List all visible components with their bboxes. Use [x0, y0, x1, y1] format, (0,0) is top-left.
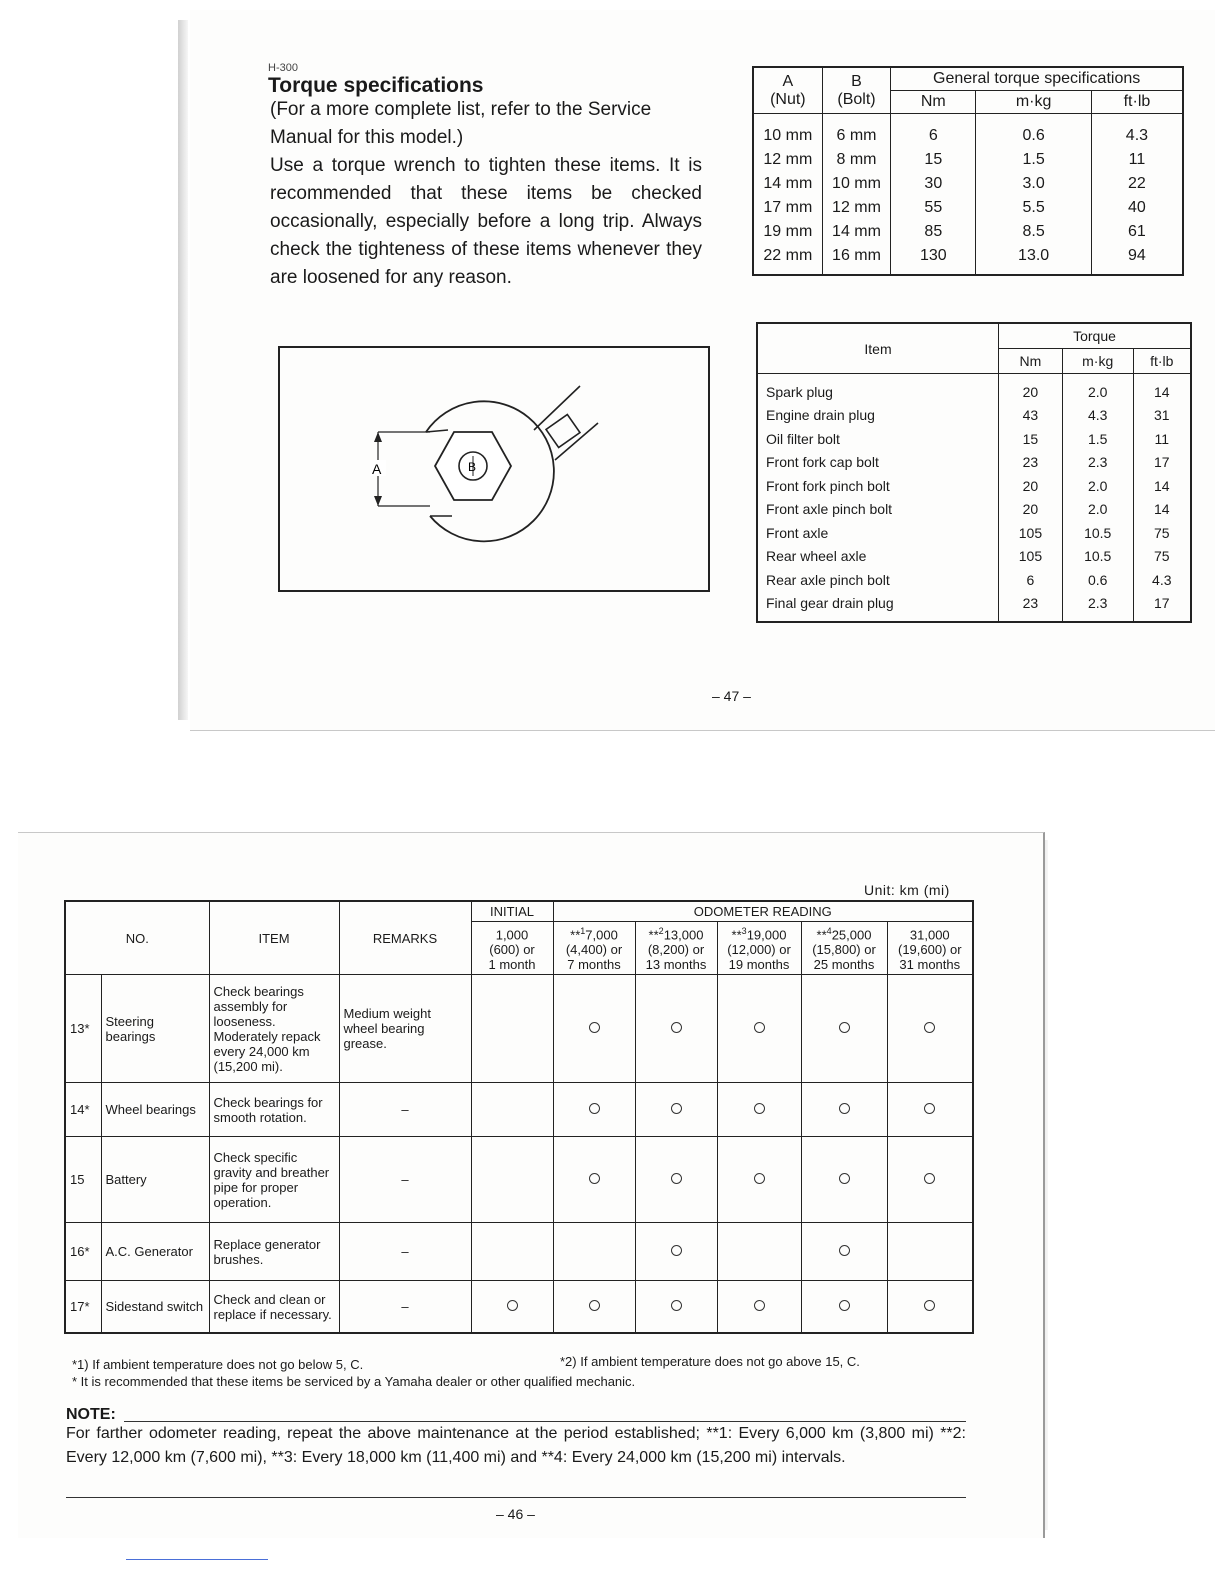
page-number: – 47 –	[712, 688, 751, 704]
table-row: Front fork pinch bolt 20 2.0 14	[757, 474, 1191, 498]
check-circle-icon	[507, 1300, 518, 1311]
row-item: Check and clean or replace if necessary.	[209, 1281, 339, 1333]
check-circle-icon	[839, 1300, 850, 1311]
page-number: – 46 –	[496, 1506, 535, 1522]
unit-nm: Nm	[999, 349, 1063, 374]
table-row: 10 mm 6 mm 6 0.6 4.3	[753, 114, 1183, 149]
table-row: 14 mm 10 mm 30 3.0 22	[753, 172, 1183, 196]
schedule-cell	[635, 1223, 717, 1281]
interval-header: 31,000 (19,600) or 31 months	[887, 922, 973, 975]
table-row: Final gear drain plug 23 2.3 17	[757, 592, 1191, 623]
general-torque-table	[752, 66, 1184, 276]
intro-paragraph-1: (For a more complete list, refer to the Service Manual for this model.)	[270, 99, 652, 148]
check-circle-icon	[671, 1022, 682, 1033]
intro-text	[270, 96, 702, 292]
check-circle-icon	[671, 1245, 682, 1256]
row-remarks: Medium weight wheel bearing grease.	[339, 975, 471, 1083]
row-item: Check bearings assembly for looseness. Moderately repack every 24,000 km (15,200 mi).	[209, 975, 339, 1083]
no-header: NO.	[65, 901, 209, 975]
check-circle-icon	[924, 1022, 935, 1033]
check-circle-icon	[839, 1245, 850, 1256]
maintenance-schedule-table	[64, 900, 974, 1334]
check-circle-icon	[754, 1022, 765, 1033]
torque-header: Torque	[999, 323, 1192, 349]
dimension-b-label: B	[468, 460, 477, 474]
schedule-cell	[471, 1281, 553, 1333]
schedule-cell	[887, 975, 973, 1083]
wrench-diagram	[278, 346, 710, 592]
schedule-cell	[801, 975, 887, 1083]
unit-label: Unit: km (mi)	[864, 882, 950, 898]
check-circle-icon	[839, 1103, 850, 1114]
table-row: 12 mm 8 mm 15 1.5 11	[753, 148, 1183, 172]
row-item: Replace generator brushes.	[209, 1223, 339, 1281]
row-number: 17*	[65, 1281, 101, 1333]
interval-header: 1,000 (600) or 1 month	[471, 922, 553, 975]
check-circle-icon	[839, 1173, 850, 1184]
remarks-header: REMARKS	[339, 901, 471, 975]
schedule-cell	[801, 1281, 887, 1333]
schedule-cell	[887, 1223, 973, 1281]
check-circle-icon	[671, 1103, 682, 1114]
row-name: Battery	[101, 1137, 209, 1223]
row-name: A.C. Generator	[101, 1223, 209, 1281]
schedule-cell	[553, 975, 635, 1083]
schedule-cell	[887, 1083, 973, 1137]
row-number: 13*	[65, 975, 101, 1083]
table-row	[65, 1137, 973, 1223]
table-row: 17 mm 12 mm 55 5.5 40	[753, 196, 1183, 220]
schedule-cell	[717, 975, 801, 1083]
note-label: NOTE:	[66, 1406, 116, 1423]
check-circle-icon	[924, 1103, 935, 1114]
col-item-header: Item	[757, 323, 999, 374]
table-row: Spark plug 20 2.0 14	[757, 374, 1191, 404]
schedule-cell	[717, 1281, 801, 1333]
table-row	[65, 1281, 973, 1333]
schedule-cell	[887, 1281, 973, 1333]
schedule-cell	[553, 1083, 635, 1137]
check-circle-icon	[589, 1103, 600, 1114]
interval-header: **$^2$13,000 (8,200) or 13 months	[635, 922, 717, 975]
wrench-handle-outline	[534, 386, 598, 460]
schedule-cell	[553, 1223, 635, 1281]
unit-mkg: m·kg	[976, 91, 1091, 114]
footnote-1: *1) If ambient temperature does not go below 5, C.	[72, 1357, 364, 1372]
schedule-cell	[635, 1137, 717, 1223]
schedule-cell	[801, 1223, 887, 1281]
row-item: Check specific gravity and breather pipe for proper operation.	[209, 1137, 339, 1223]
wrench-nut-illustration	[280, 348, 710, 592]
table-row	[65, 1223, 973, 1281]
table-row: Front axle 105 10.5 75	[757, 521, 1191, 545]
check-circle-icon	[754, 1103, 765, 1114]
table-row: 19 mm 14 mm 85 8.5 61	[753, 220, 1183, 244]
dimension-a-label: A	[372, 461, 382, 477]
note-text: For farther odometer reading, repeat the above maintenance at the period established; **1: Every 6,000 km (3,800 mi) **2: Every 12,000 km (7,600 mi), **3: Every 18,000 km (11,400 mi) and **4: Every 24,000 km (15,200 mi) intervals.	[66, 1425, 966, 1466]
schedule-cell	[717, 1083, 801, 1137]
check-circle-icon	[671, 1300, 682, 1311]
row-remarks: –	[339, 1223, 471, 1281]
check-circle-icon	[589, 1173, 600, 1184]
row-number: 16*	[65, 1223, 101, 1281]
check-circle-icon	[671, 1173, 682, 1184]
odometer-header: ODOMETER READING	[553, 901, 973, 922]
divider	[126, 1559, 268, 1560]
table-row: 22 mm 16 mm 130 13.0 94	[753, 244, 1183, 275]
divider	[66, 1497, 966, 1498]
item-torque-table	[756, 322, 1192, 623]
intro-paragraph-2: Use a torque wrench to tighten these items. It is recommended that these items be checked occasionally, especially before a long trip. Always check the tighteness of these items whenever they are loosened for any reason.	[270, 155, 702, 288]
row-name: Wheel bearings	[101, 1083, 209, 1137]
row-name: Steering bearings	[101, 975, 209, 1083]
table-row	[65, 1083, 973, 1137]
check-circle-icon	[754, 1173, 765, 1184]
check-circle-icon	[589, 1300, 600, 1311]
schedule-cell	[801, 1137, 887, 1223]
unit-ftlb: ft·lb	[1091, 91, 1183, 114]
row-number: 15	[65, 1137, 101, 1223]
schedule-cell	[471, 1083, 553, 1137]
check-circle-icon	[924, 1300, 935, 1311]
schedule-cell	[471, 1137, 553, 1223]
schedule-cell	[635, 1281, 717, 1333]
schedule-cell	[887, 1137, 973, 1223]
row-number: 14*	[65, 1083, 101, 1137]
row-item: Check bearings for smooth rotation.	[209, 1083, 339, 1137]
section-code: H-300	[268, 62, 298, 74]
unit-nm: Nm	[891, 91, 976, 114]
schedule-cell	[635, 975, 717, 1083]
interval-header: **$^4$25,000 (15,800) or 25 months	[801, 922, 887, 975]
schedule-cell	[801, 1083, 887, 1137]
schedule-cell	[471, 1223, 553, 1281]
table-row: Rear axle pinch bolt 6 0.6 4.3	[757, 568, 1191, 592]
interval-header: **$^3$19,000 (12,000) or 19 months	[717, 922, 801, 975]
schedule-cell	[553, 1281, 635, 1333]
table-row: Front axle pinch bolt 20 2.0 14	[757, 498, 1191, 522]
general-torque-header: General torque specifications	[891, 67, 1183, 91]
schedule-cell	[717, 1137, 801, 1223]
schedule-cell	[635, 1083, 717, 1137]
row-remarks: –	[339, 1281, 471, 1333]
check-circle-icon	[924, 1173, 935, 1184]
col-a-header: A (Nut)	[753, 67, 822, 114]
check-circle-icon	[754, 1300, 765, 1311]
footnote-3: * It is recommended that these items be serviced by a Yamaha dealer or other qualified mechanic.	[72, 1374, 636, 1389]
book-spine-shadow	[178, 20, 188, 720]
row-name: Sidestand switch	[101, 1281, 209, 1333]
unit-ftlb: ft·lb	[1133, 349, 1191, 374]
table-row: Oil filter bolt 15 1.5 11	[757, 427, 1191, 451]
row-remarks: –	[339, 1137, 471, 1223]
unit-mkg: m·kg	[1062, 349, 1133, 374]
schedule-cell	[717, 1223, 801, 1281]
table-row: Rear wheel axle 105 10.5 75	[757, 545, 1191, 569]
footnote-2: *2) If ambient temperature does not go above 15, C.	[560, 1354, 860, 1369]
item-header: ITEM	[209, 901, 339, 975]
check-circle-icon	[589, 1022, 600, 1033]
col-b-header: B (Bolt)	[822, 67, 891, 114]
schedule-cell	[471, 975, 553, 1083]
check-circle-icon	[839, 1022, 850, 1033]
schedule-cell	[553, 1137, 635, 1223]
table-row: Engine drain plug 43 4.3 31	[757, 404, 1191, 428]
initial-header: INITIAL	[471, 901, 553, 922]
row-remarks: –	[339, 1083, 471, 1137]
page-title: Torque specifications	[268, 74, 484, 97]
table-row	[65, 975, 973, 1083]
table-row: Front fork cap bolt 23 2.3 17	[757, 451, 1191, 475]
interval-header: **$^1$7,000 (4,400) or 7 months	[553, 922, 635, 975]
